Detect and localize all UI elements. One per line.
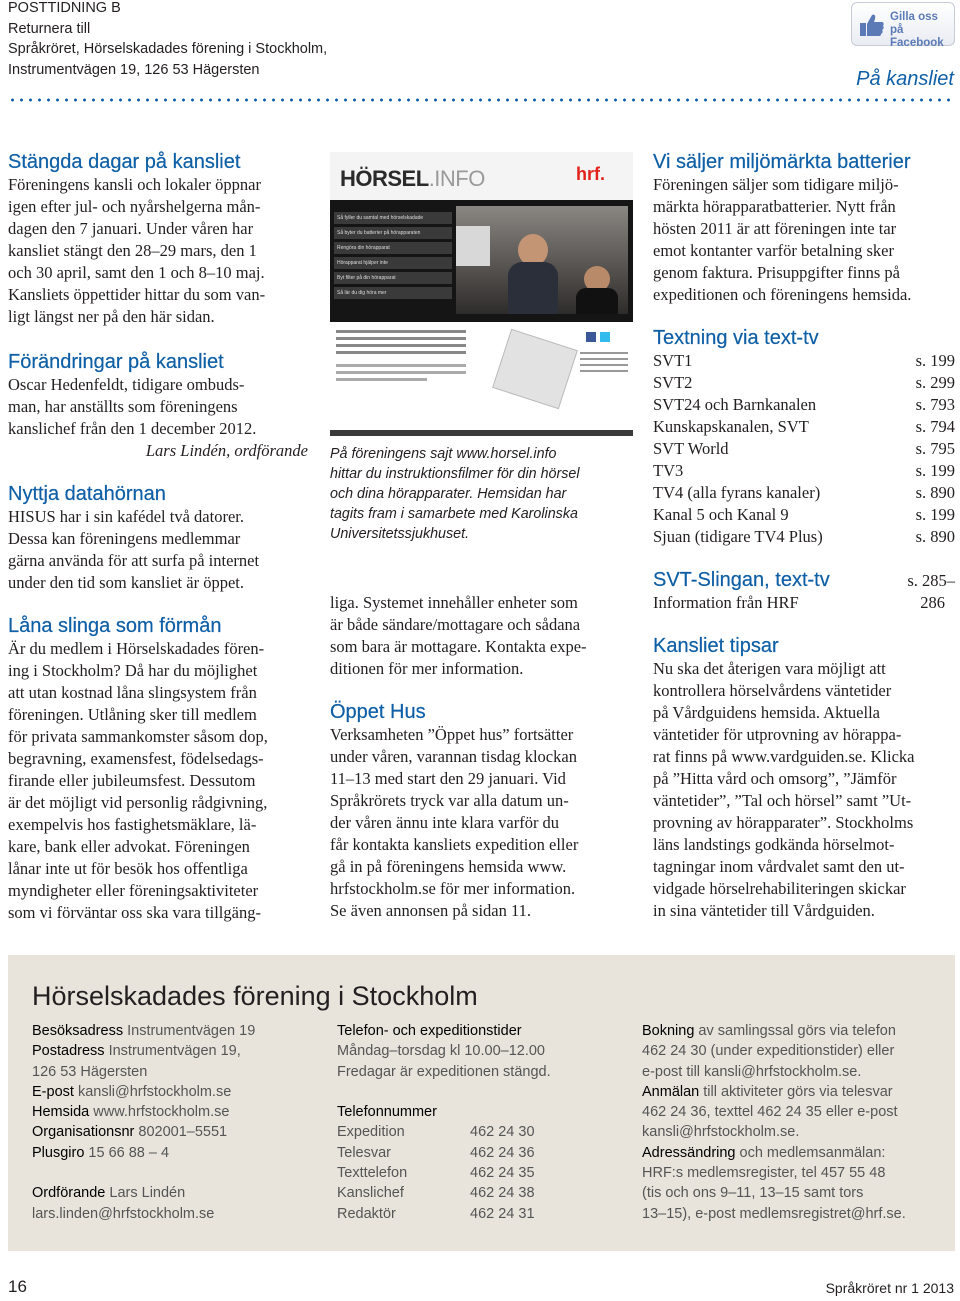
list-item: SVT1 s. 199 xyxy=(653,351,955,370)
contact-info-box xyxy=(8,955,955,1251)
text-line: Föreningen säljer som tidigare miljö- xyxy=(653,175,899,194)
heading-closed-days: Stängda dagar på kansliet xyxy=(8,151,241,173)
page-reference: s. 285– xyxy=(907,571,955,590)
return-line: Språkröret, Hörselskadades förening i Stockholm, xyxy=(8,41,328,57)
contact-column-2 xyxy=(337,1021,627,1224)
twitter-icon xyxy=(600,332,610,342)
text-line: Dessa kan föreningens medlemmar xyxy=(8,529,241,548)
heading-changes: Förändringar på kansliet xyxy=(8,351,224,373)
list-item: Kunskapskanalen, SVT s. 794 xyxy=(653,417,955,436)
phone-row: Texttelefon 462 24 35 xyxy=(337,1165,535,1182)
info-line: Bokning av samlingssal görs via telefon xyxy=(642,1023,896,1039)
text-line: Är du medlem i Hörselskadades fören- xyxy=(8,639,265,658)
issue-label: Språkröret nr 1 2013 xyxy=(825,1280,954,1296)
site-logo: HÖRSEL.INFO xyxy=(340,166,485,191)
info-line: kansli@hrfstockholm.se. xyxy=(642,1124,800,1141)
list-item: SVT2 s. 299 xyxy=(653,373,955,392)
thumbs-up-icon xyxy=(859,12,885,43)
heading-batteries: Vi säljer miljömärkta batterier xyxy=(653,151,911,173)
text-line: liga. Systemet innehåller enheter som xyxy=(330,593,578,612)
text-line: kare, bank eller advokat. Föreningen xyxy=(8,837,250,856)
organisation-title: Hörselskadades förening i Stockholm xyxy=(32,981,478,1011)
text-line: myndigheter eller föreningsaktiviteter xyxy=(8,881,259,900)
contact-line: E-post kansli@hrfstockholm.se xyxy=(32,1083,232,1100)
contact-line: Plusgiro 15 66 88 – 4 xyxy=(32,1144,170,1161)
hours-title: Telefon- och expeditionstider xyxy=(337,1023,522,1039)
list-item: Information från HRF 286 xyxy=(653,593,945,612)
caption-line: Universitetssjukhuset. xyxy=(330,526,470,542)
text-line: dagen den 7 januari. Under våren har xyxy=(8,219,254,238)
facebook-label: Facebook xyxy=(890,37,944,49)
column-right xyxy=(653,150,955,922)
info-line: Anmälan till aktiviteter görs via telesvar xyxy=(642,1083,893,1100)
text-line: emot kontanter varför betalning sker xyxy=(653,241,894,260)
postage-label: POSTTIDNING B xyxy=(8,0,121,16)
contact-line: Postadress Instrumentvägen 19, xyxy=(32,1043,241,1060)
text-line: in sina väntetider till Vårdguiden. xyxy=(653,901,875,920)
postal-header xyxy=(8,0,327,80)
text-line: under den tid som kansliet är öppet. xyxy=(8,573,244,592)
caption-line: tagits fram i samarbete med Karolinska xyxy=(330,506,578,522)
heading-text-tv: Textning via text-tv xyxy=(653,327,819,349)
text-line: HISUS har i sin kafédel två datorer. xyxy=(8,507,244,526)
info-line: (tis och ons 9–11, 13–15 samt tors xyxy=(642,1185,864,1202)
text-line: gärna använda för att surfa på internet xyxy=(8,551,260,570)
text-line: ing i Stockholm? Då har du möjlighet xyxy=(8,661,258,680)
paragraph-batteries xyxy=(653,174,955,306)
heading-computer-corner: Nyttja datahörnan xyxy=(8,483,166,505)
list-item: SVT24 och Barnkanalen s. 793 xyxy=(653,395,955,414)
text-line: Se även annonsen på sidan 11. xyxy=(330,901,532,920)
phone-row: Expedition 462 24 30 xyxy=(337,1124,535,1141)
text-line: expeditionen och föreningens hemsida. xyxy=(653,285,912,304)
paragraph-loop-loan xyxy=(8,638,308,924)
menu-item: Hörapparat hjälper inte xyxy=(334,257,452,269)
chair-line: Ordförande Lars Lindén xyxy=(32,1185,186,1202)
menu-item: Rengöra din hörapparat xyxy=(334,242,452,254)
paragraph-open-house xyxy=(330,724,632,922)
contact-column-1 xyxy=(32,1021,322,1224)
contact-line: 126 53 Hägersten xyxy=(32,1063,148,1080)
page-number: 16 xyxy=(8,1277,27,1296)
phone-row: Redaktör 462 24 31 xyxy=(337,1205,535,1222)
facebook-label: Gilla oss på xyxy=(890,11,938,36)
contact-line: Besöksadress Instrumentvägen 19 xyxy=(32,1023,256,1039)
text-line: exempelvis hos fastighetsmäklare, lä- xyxy=(8,815,257,834)
website-screenshot xyxy=(330,152,633,436)
facebook-like-button[interactable] xyxy=(851,2,955,49)
info-line: HRF:s medlemsregister, tel 457 55 48 xyxy=(642,1165,886,1182)
phone-row: Kanslichef 462 24 38 xyxy=(337,1185,535,1202)
text-line: att utan kostnad låna slingsystem från xyxy=(8,683,257,702)
text-line: igen efter jul- och nyårshelgerna mån- xyxy=(8,197,261,216)
text-line: är det möjligt vid personlig rådgivning, xyxy=(8,793,268,812)
text-line: Verksamheten ”Öppet hus” fortsätter xyxy=(330,725,574,744)
text-line: tagningar inom vårdvalet samt den ut- xyxy=(653,857,905,876)
list-item: SVT World s. 795 xyxy=(653,439,955,458)
text-line: under våren, varannan tisdag klockan xyxy=(330,747,577,766)
text-line: läns landstings godkända hörselmot- xyxy=(653,835,895,854)
text-line: Föreningens kansli och lokaler öppnar xyxy=(8,175,261,194)
phone-row: Telesvar 462 24 36 xyxy=(337,1144,535,1161)
text-line: som bara är mottagare. Kontakta expe- xyxy=(330,637,587,656)
text-line: kanslichef från den 1 december 2012. xyxy=(8,419,257,438)
text-line: der våren ännu inte klara varför du xyxy=(330,813,560,832)
text-line: väntetider för utprovning av hörappa- xyxy=(653,725,902,744)
text-tv-list xyxy=(653,350,955,548)
paragraph-changes xyxy=(8,374,308,440)
text-line: och 30 april, samt den 1 och 8–10 maj. xyxy=(8,263,265,282)
list-item: Sjuan (tidigare TV4 Plus) s. 890 xyxy=(653,527,955,546)
return-line: Returnera till xyxy=(8,20,91,37)
list-item: TV4 (alla fyrans kanaler) s. 890 xyxy=(653,483,955,502)
section-title: På kansliet xyxy=(856,68,954,90)
text-line: får kontakta kansliets expedition eller xyxy=(330,835,579,854)
phones-title: Telefonnummer xyxy=(337,1104,437,1121)
hrf-logo: hrf. xyxy=(576,164,605,184)
text-line: Oscar Hedenfeldt, tidigare ombuds- xyxy=(8,375,245,394)
hours-line: Fredagar är expeditionen stängd. xyxy=(337,1063,551,1080)
site-menu xyxy=(334,212,452,302)
contact-column-3 xyxy=(642,1021,947,1224)
screenshot-caption xyxy=(330,444,630,544)
text-line: ditionen för mer information. xyxy=(330,659,524,678)
text-line: hrfstockholm.se för mer information. xyxy=(330,879,576,898)
info-line: 462 24 36, texttel 462 24 35 eller e-post xyxy=(642,1104,898,1121)
caption-line: och dina hörapparater. Hemsidan har xyxy=(330,486,567,502)
text-line: 11–13 med start den 29 januari. Vid xyxy=(330,769,566,788)
contact-line: Hemsida www.hrfstockholm.se xyxy=(32,1104,230,1121)
paragraph-computer-corner xyxy=(8,506,308,594)
site-text-block xyxy=(336,330,466,381)
menu-item: Så fyller du samtal med hörselskadade xyxy=(334,212,452,224)
dotted-divider xyxy=(8,98,952,102)
video-frame xyxy=(456,206,628,314)
text-line: märkta hörapparatbatterier. Nytt från xyxy=(653,197,896,216)
text-line: föreningen. Utlåning sker till medlem xyxy=(8,705,257,724)
heading-loop-loan: Låna slinga som förmån xyxy=(8,615,222,637)
text-line: provning av hörapparater”. Stockholms xyxy=(653,813,914,832)
info-line: 13–15), e-post medlemsregistret@hrf.se. xyxy=(642,1205,906,1222)
text-line: för privata sammankomster såsom dop, xyxy=(8,727,268,746)
text-line: kansliet stängt den 28–29 mars, den 1 xyxy=(8,241,257,260)
caption-line: hittar du instruktionsfilmer för din hörsel xyxy=(330,466,580,482)
text-line: på Vårdguidens hemsida. Aktuella xyxy=(653,703,880,722)
list-item: TV3 s. 199 xyxy=(653,461,955,480)
return-line: Instrumentvägen 19, 126 53 Hägersten xyxy=(8,61,260,78)
text-line: Språkrörets tryck var alla datum un- xyxy=(330,791,569,810)
contact-line: Organisationsnr 802001–5551 xyxy=(32,1124,228,1141)
text-line: firande eller jubileumsfest. Dessutom xyxy=(8,771,256,790)
caption-line: På föreningens sajt www.horsel.info xyxy=(330,446,557,462)
info-line: 462 24 30 (under expeditionstider) eller xyxy=(642,1043,895,1060)
text-line: kontrollera hörselvårdens väntetider xyxy=(653,681,892,700)
text-line: ligt längst ner på den här sidan. xyxy=(8,307,215,326)
text-line: Nu ska det återigen vara möjligt att xyxy=(653,659,886,678)
facebook-icon xyxy=(586,332,596,342)
info-line: e-post till kansli@hrfstockholm.se. xyxy=(642,1063,862,1080)
list-item: Kanal 5 och Kanal 9 s. 199 xyxy=(653,505,955,524)
menu-item: Byt filter på din hörapparat xyxy=(334,272,452,284)
text-line: väntetider”, ”Tal och hörsel” samt ”Ut- xyxy=(653,791,912,810)
text-line: man, har anställts som föreningens xyxy=(8,397,238,416)
chair-email: lars.linden@hrfstockholm.se xyxy=(32,1205,215,1222)
text-line: lånar inte ut för besök hos offentliga xyxy=(8,859,248,878)
text-line: är både sändare/mottagare och sådana xyxy=(330,615,581,634)
info-line: Adressändring och medlemsanmälan: xyxy=(642,1144,886,1161)
text-line: rat finns på www.vardguiden.se. Klicka xyxy=(653,747,915,766)
text-line: på ”Hitta vård och omsorg”, ”Jämför xyxy=(653,769,897,788)
menu-item: Så byter du batterier på hörapparaten xyxy=(334,227,452,239)
heading-office-tips: Kansliet tipsar xyxy=(653,635,779,657)
text-line: som vi förväntar oss ska vara tillgäng- xyxy=(8,903,261,922)
signature: Lars Lindén, ordförande xyxy=(145,441,308,460)
paragraph-loop-continued xyxy=(330,592,632,680)
menu-item: Så lär du dig höra mer xyxy=(334,287,452,299)
paragraph-office-tips xyxy=(653,658,955,922)
column-left xyxy=(8,150,308,924)
text-line: hösten 2011 är att föreningen inte tar xyxy=(653,219,897,238)
text-line: gå in på föreningens hemsida www. xyxy=(330,857,567,876)
heading-svt-slingan: SVT-Slingan, text-tv xyxy=(653,569,830,591)
hours-line: Måndag–torsdag kl 10.00–12.00 xyxy=(337,1043,545,1060)
text-line: Kansliets öppettider hittar du som van- xyxy=(8,285,266,304)
heading-open-house: Öppet Hus xyxy=(330,701,426,723)
paragraph-closed-days xyxy=(8,174,308,328)
text-line: vidgade hörselrehabiliteringen skickar xyxy=(653,879,906,898)
text-line: begravning, examensfest, födelsedags- xyxy=(8,749,264,768)
column-middle xyxy=(330,592,632,922)
text-line: genom faktura. Prisuppgifter finns på xyxy=(653,263,900,282)
